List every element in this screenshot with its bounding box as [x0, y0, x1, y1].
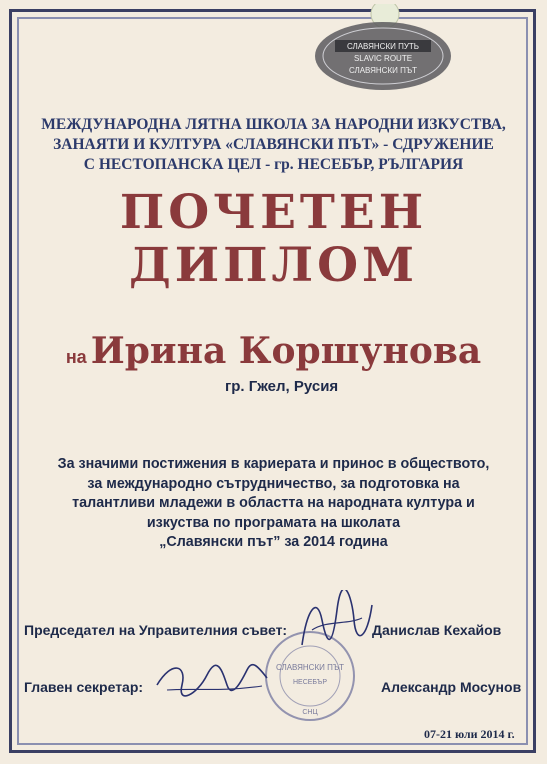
chair-signature — [292, 590, 382, 660]
award-text — [28, 455, 519, 553]
slavic-route-logo — [313, 4, 453, 104]
award-text-line: За значими постижения в кариерата и принос в обществото, — [57, 456, 490, 472]
chair-role: Председател на Управителния съвет: — [24, 622, 288, 638]
logo-line1: СЛАВЯНСКИ ПУТЬ — [346, 42, 420, 51]
recipient — [0, 330, 547, 372]
award-text-line: талантливи младежи в областта на народната култура и — [72, 495, 475, 511]
recipient-city: гр. Гжел, Русия — [225, 378, 339, 395]
secretary-role: Главен секретар: — [24, 679, 144, 695]
title-line-2: ДИПЛОМ — [128, 238, 419, 293]
stamp-bottom-text: СНЦ — [302, 709, 318, 716]
logo-line3: СЛАВЯНСКИ ПЪТ — [348, 66, 418, 75]
stamp-top-text: СЛАВЯНСКИ ПЪТ — [275, 663, 345, 672]
organization-line: С НЕСТОПАНСКА ЦЕЛ - гр. НЕСЕБЪР, РЪЛГАРИЯ — [83, 156, 464, 173]
secretary-name: Александр Мосунов — [381, 679, 522, 695]
recipient-name: Ирина Коршунова — [90, 330, 482, 372]
award-text-line: „Славянски път” за 2014 година — [159, 534, 388, 550]
logo-line2: SLAVIC ROUTE — [353, 54, 413, 63]
recipient-prefix: на — [65, 347, 87, 367]
award-text-line: за международно сътрудничество, за подготовка на — [87, 475, 460, 492]
issue-date: 07-21 юли 2014 г. — [424, 727, 515, 741]
stamp-mid-text: НЕСЕБЪР — [292, 679, 328, 686]
secretary-signature — [152, 650, 272, 705]
organization-name — [30, 115, 517, 175]
organization-line: МЕЖДУНАРОДНА ЛЯТНА ШКОЛА ЗА НАРОДНИ ИЗКУСТВА, — [41, 116, 506, 133]
award-text-line: изкуства по програмата на школата — [146, 514, 401, 531]
organization-line: ЗАНАЯТИ И КУЛТУРА «СЛАВЯНСКИ ПЪТ» - СДРУЖЕНИЕ — [53, 136, 494, 153]
title-line-1: ПОЧЕТЕН — [119, 185, 428, 240]
chair-name: Данислав Кехайов — [372, 622, 502, 638]
